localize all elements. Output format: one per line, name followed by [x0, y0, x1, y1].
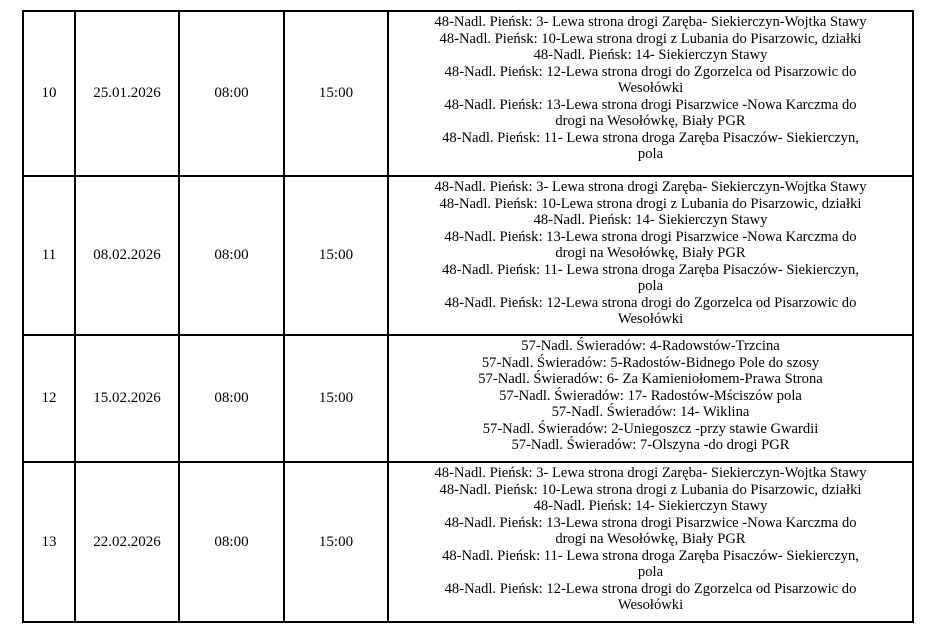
row-number: 10 [23, 11, 75, 176]
end-time-cell: 15:00 [284, 335, 388, 462]
location-line: pola [637, 146, 664, 162]
location-line: 48-Nadl. Pieńsk: 13-Lewa strona drogi Pisarzwice -Nowa Karczma do [444, 96, 857, 113]
end-time-cell: 15:00 [284, 176, 388, 335]
location-line: 48-Nadl. Pieńsk: 12-Lewa strona drogi do Zgorzelca od Pisarzowic do [444, 63, 857, 80]
location-line: Wesołówki [617, 80, 684, 96]
location-line: 48-Nadl. Pieńsk: 3- Lewa strona drogi Zaręba- Siekierczyn-Wojtka Stawy [434, 14, 867, 30]
row-number: 13 [23, 462, 75, 622]
location-line: 48-Nadl. Pieńsk: 13-Lewa strona drogi Pisarzwice -Nowa Karczma do [444, 228, 857, 245]
location-line: 57-Nadl. Świeradów: 7-Olszyna -do drogi PGR [511, 437, 790, 453]
location-line: 48-Nadl. Pieńsk: 14- Siekierczyn Stawy [533, 498, 768, 514]
location-line: 48-Nadl. Pieńsk: 11- Lewa strona droga Zaręba Pisaczów- Siekierczyn, [442, 129, 859, 146]
location-line: 48-Nadl. Pieńsk: 12-Lewa strona drogi do Zgorzelca od Pisarzowic do [444, 294, 857, 311]
location-line: Wesołówki [617, 597, 684, 613]
table-row [23, 11, 913, 176]
location-line: pola [637, 564, 664, 580]
location-line: 48-Nadl. Pieńsk: 3- Lewa strona drogi Zaręba- Siekierczyn-Wojtka Stawy [434, 465, 867, 481]
location-line: Wesołówki [617, 311, 684, 327]
table-row [23, 335, 913, 462]
table-row [23, 462, 913, 622]
location-line: drogi na Wesołówkę, Biały PGR [555, 113, 746, 129]
location-line: 48-Nadl. Pieńsk: 11- Lewa strona droga Zaręba Pisaczów- Siekierczyn, [442, 547, 859, 564]
location-line: 57-Nadl. Świeradów: 4-Radowstów-Trzcina [521, 338, 780, 354]
location-line: 48-Nadl. Pieńsk: 10-Lewa strona drogi z Lubania do Pisarzowic, działki [439, 195, 862, 212]
location-line: drogi na Wesołówkę, Biały PGR [555, 245, 746, 261]
location-line: drogi na Wesołówkę, Biały PGR [555, 531, 746, 547]
date-cell: 08.02.2026 [75, 176, 179, 335]
location-line: 48-Nadl. Pieńsk: 12-Lewa strona drogi do Zgorzelca od Pisarzowic do [444, 580, 857, 597]
location-line: 48-Nadl. Pieńsk: 13-Lewa strona drogi Pisarzwice -Nowa Karczma do [444, 514, 857, 531]
end-time-cell: 15:00 [284, 462, 388, 622]
row-number: 11 [23, 176, 75, 335]
location-line: 48-Nadl. Pieńsk: 11- Lewa strona droga Zaręba Pisaczów- Siekierczyn, [442, 261, 859, 278]
date-cell: 25.01.2026 [75, 11, 179, 176]
date-cell: 22.02.2026 [75, 462, 179, 622]
locations-cell [388, 11, 913, 176]
location-line: 48-Nadl. Pieńsk: 3- Lewa strona drogi Zaręba- Siekierczyn-Wojtka Stawy [434, 179, 867, 195]
locations-cell [388, 176, 913, 335]
location-line: 57-Nadl. Świeradów: 5-Radostów-Bidnego Pole do szosy [481, 354, 820, 371]
location-line: 48-Nadl. Pieńsk: 10-Lewa strona drogi z Lubania do Pisarzowic, działki [439, 30, 862, 47]
location-line: pola [637, 278, 664, 294]
table-row [23, 176, 913, 335]
schedule-table [22, 10, 914, 623]
date-cell: 15.02.2026 [75, 335, 179, 462]
start-time-cell: 08:00 [179, 462, 284, 622]
location-line: 48-Nadl. Pieńsk: 14- Siekierczyn Stawy [533, 47, 768, 63]
end-time-cell: 15:00 [284, 11, 388, 176]
location-line: 57-Nadl. Świeradów: 17- Radostów-Mściszów pola [499, 387, 802, 404]
location-line: 57-Nadl. Świeradów: 14- Wiklina [551, 404, 750, 420]
start-time-cell: 08:00 [179, 335, 284, 462]
location-line: 57-Nadl. Świeradów: 6- Za Kamieniołomem-Prawa Strona [478, 371, 823, 387]
location-line: 48-Nadl. Pieńsk: 14- Siekierczyn Stawy [533, 212, 768, 228]
start-time-cell: 08:00 [179, 11, 284, 176]
location-line: 48-Nadl. Pieńsk: 10-Lewa strona drogi z Lubania do Pisarzowic, działki [439, 481, 862, 498]
locations-cell [388, 462, 913, 622]
start-time-cell: 08:00 [179, 176, 284, 335]
location-line: 57-Nadl. Świeradów: 2-Uniegoszcz -przy stawie Gwardii [482, 420, 819, 437]
row-number: 12 [23, 335, 75, 462]
locations-cell [388, 335, 913, 462]
